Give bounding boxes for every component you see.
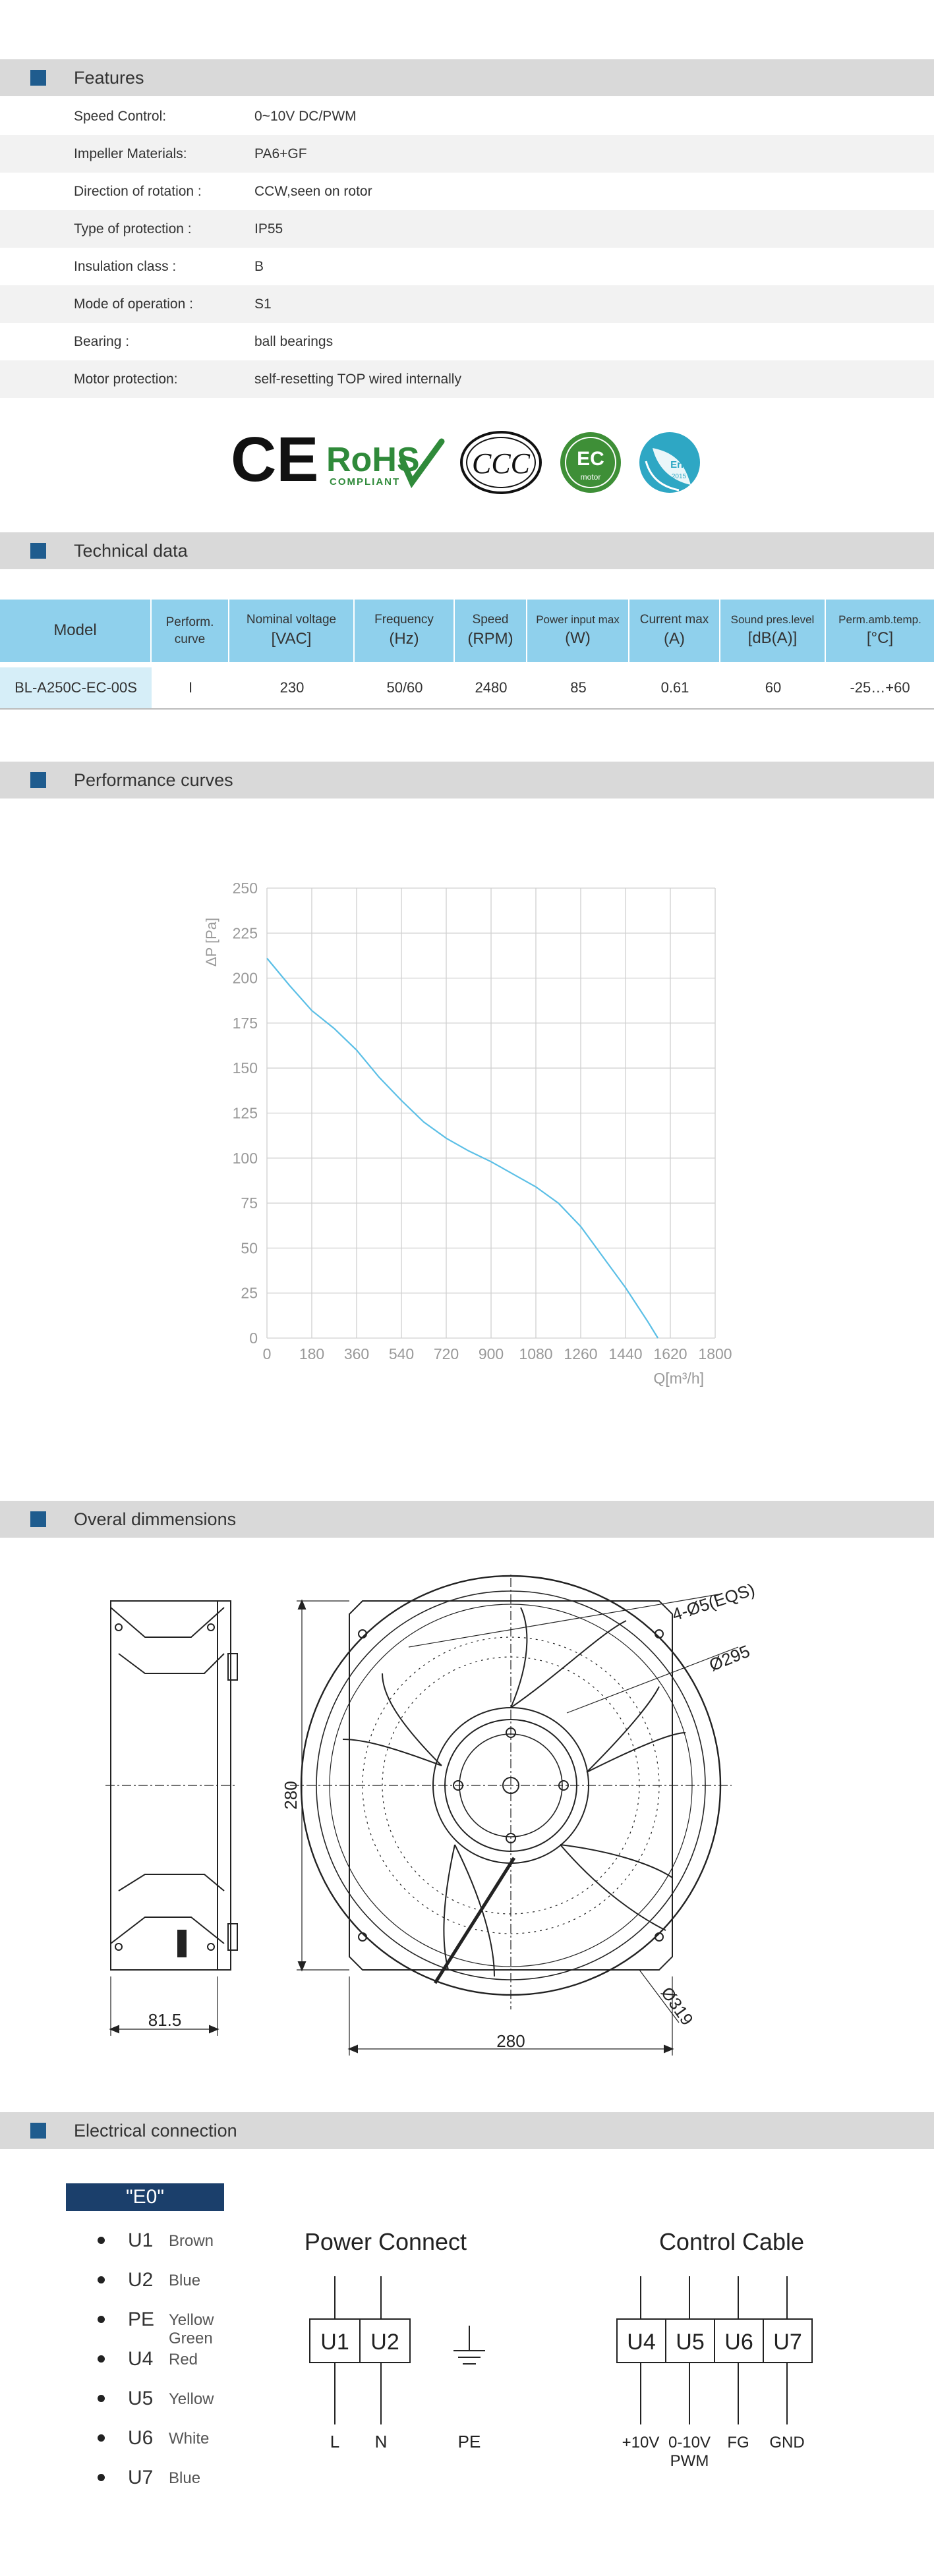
control-terminal-sublabel: PWM xyxy=(670,2452,709,2470)
feature-value: B xyxy=(254,259,264,274)
y-tick-label: 125 xyxy=(232,1104,258,1122)
control-cable-title: Control Cable xyxy=(658,2228,805,2255)
ce-mark-icon xyxy=(231,424,318,495)
wiring-diagram xyxy=(290,2227,857,2490)
wire-code: U1 xyxy=(128,2229,154,2251)
section-square-icon xyxy=(30,543,46,559)
power-terminal-label: PE xyxy=(457,2432,481,2451)
feature-label: Mode of operation : xyxy=(74,296,193,312)
feature-row xyxy=(0,248,934,285)
table-header-cell: Power input max (W) xyxy=(527,600,629,662)
features-section-header xyxy=(0,59,934,96)
y-tick-label: 75 xyxy=(241,1194,258,1212)
wire-color: Yellow xyxy=(169,2390,214,2408)
feature-label: Type of protection : xyxy=(74,221,192,237)
wire-code: U5 xyxy=(128,2388,154,2409)
performance-section-header xyxy=(0,762,934,798)
table-header-cell: Sound pres.level [dB(A)] xyxy=(720,600,826,662)
feature-label: Direction of rotation : xyxy=(74,184,202,199)
feature-row xyxy=(0,173,934,210)
bullet-icon xyxy=(98,2355,105,2363)
diameter-295-dimension: Ø295 xyxy=(706,1640,753,1675)
svg-text:CCC: CCC xyxy=(471,447,531,480)
table-cell: 85 xyxy=(570,679,587,696)
table-header-cell: Current max (A) xyxy=(629,600,720,662)
dimensions-section-header xyxy=(0,1501,934,1538)
wire-color: Blue xyxy=(169,2469,201,2487)
ground-icon xyxy=(453,2326,485,2364)
table-cell: 230 xyxy=(279,679,305,696)
y-tick-label: 175 xyxy=(232,1014,258,1032)
electrical-section-header xyxy=(0,2112,934,2149)
table-header-cell: Model xyxy=(0,600,152,662)
feature-row xyxy=(0,285,934,323)
chart-ticks xyxy=(233,880,732,1362)
section-title: Overal dimmensions xyxy=(74,1509,237,1529)
x-tick-label: 1620 xyxy=(653,1345,687,1362)
rohs-compliant-icon xyxy=(326,441,442,488)
power-box-label: U2 xyxy=(370,2330,399,2355)
y-tick-label: 0 xyxy=(249,1330,258,1347)
wire-color: Brown xyxy=(169,2232,214,2250)
control-terminal-label: 0-10V xyxy=(668,2434,711,2451)
x-tick-label: 1080 xyxy=(519,1345,553,1362)
table-cell: 60 xyxy=(765,679,782,696)
svg-text:RoHS: RoHS xyxy=(326,441,420,479)
feature-value: CCW,seen on rotor xyxy=(254,184,372,199)
fan-side-view xyxy=(105,1601,237,2036)
ccc-mark-icon xyxy=(461,432,540,493)
performance-chart xyxy=(198,870,738,1397)
x-tick-label: 360 xyxy=(343,1345,370,1362)
section-title: Electrical connection xyxy=(74,2121,237,2141)
x-tick-label: 900 xyxy=(478,1345,504,1362)
table-cell: 2480 xyxy=(475,679,508,696)
control-box-label: U4 xyxy=(627,2330,656,2355)
feature-row xyxy=(0,360,934,398)
dimension-drawing xyxy=(99,1575,824,2062)
y-tick-label: 100 xyxy=(232,1149,258,1167)
section-title: Technical data xyxy=(74,541,188,561)
x-axis-label: Q[m³/h] xyxy=(653,1370,704,1387)
table-header-cell: Perm.amb.temp. [°C] xyxy=(838,613,921,647)
wire-code: U6 xyxy=(128,2427,154,2449)
x-tick-label: 1260 xyxy=(564,1345,598,1362)
y-axis-label: ΔP [Pa] xyxy=(203,917,219,967)
bullet-icon xyxy=(98,2395,105,2402)
y-tick-label: 200 xyxy=(232,969,258,987)
certification-logos xyxy=(224,422,712,501)
feature-value: S1 xyxy=(254,296,272,312)
side-width-dimension: 81.5 xyxy=(148,2010,182,2030)
table-cell: 0.61 xyxy=(660,679,689,696)
wire-color: Yellow Green xyxy=(169,2311,214,2347)
y-tick-label: 250 xyxy=(232,880,258,897)
feature-row xyxy=(0,210,934,248)
pressure-curve-line xyxy=(267,959,658,1339)
wire-code: PE xyxy=(128,2309,155,2330)
table-cell: 50/60 xyxy=(386,679,423,696)
wire-code: U4 xyxy=(128,2348,154,2370)
control-box-label: U5 xyxy=(676,2330,705,2355)
feature-value: self-resetting TOP wired internally xyxy=(254,372,461,387)
control-box-label: U6 xyxy=(724,2330,753,2355)
bullet-icon xyxy=(98,2316,105,2323)
y-tick-label: 225 xyxy=(232,924,258,942)
table-header-cell: Speed (RPM) xyxy=(455,600,527,662)
y-tick-label: 50 xyxy=(241,1239,258,1257)
x-tick-label: 1800 xyxy=(698,1345,732,1362)
x-tick-label: 540 xyxy=(388,1345,415,1362)
wire-color: Blue xyxy=(169,2272,201,2289)
power-terminal-label: L xyxy=(330,2432,340,2451)
bullet-icon xyxy=(98,2474,105,2481)
feature-label: Bearing : xyxy=(74,334,130,349)
svg-text:CE: CE xyxy=(231,424,319,495)
table-cell-model: BL-A250C-EC-00S xyxy=(0,667,152,708)
control-terminal-label: GND xyxy=(769,2434,805,2451)
bullet-icon xyxy=(98,2237,105,2244)
y-tick-label: 25 xyxy=(241,1284,258,1302)
x-tick-label: 720 xyxy=(433,1345,459,1362)
section-title: Performance curves xyxy=(74,770,233,790)
power-connect-title: Power Connect xyxy=(304,2228,467,2255)
svg-text:EC: EC xyxy=(577,448,604,470)
bullet-icon xyxy=(98,2434,105,2442)
x-tick-label: 180 xyxy=(299,1345,325,1362)
table-header-row xyxy=(0,600,934,662)
table-cell: -25…+60 xyxy=(850,679,910,696)
ec-motor-icon xyxy=(560,432,621,493)
wire-color: White xyxy=(169,2430,210,2448)
wire-code: U2 xyxy=(128,2269,154,2291)
feature-label: Impeller Materials: xyxy=(74,146,187,161)
section-square-icon xyxy=(30,70,46,86)
table-header-cell: Frequency (Hz) xyxy=(355,600,455,662)
section-square-icon xyxy=(30,772,46,788)
section-square-icon xyxy=(30,2123,46,2139)
fan-front-view xyxy=(290,1575,738,2056)
diameter-319-dimension: Ø319 xyxy=(657,1983,697,2029)
feature-value: PA6+GF xyxy=(254,146,307,161)
svg-text:ErP: ErP xyxy=(670,459,687,470)
svg-text:motor: motor xyxy=(580,472,601,482)
wire-code: U7 xyxy=(128,2467,154,2488)
table-header-cell: Perform. curve xyxy=(152,600,229,662)
x-tick-label: 1440 xyxy=(608,1345,643,1362)
feature-value: IP55 xyxy=(254,221,283,237)
table-header-cell: Nominal voltage [VAC] xyxy=(229,600,355,662)
svg-text:COMPLIANT: COMPLIANT xyxy=(330,476,401,488)
feature-label: Insulation class : xyxy=(74,259,177,274)
feature-row xyxy=(0,135,934,173)
table-cell: I xyxy=(188,679,193,696)
control-terminal-label: FG xyxy=(727,2434,749,2451)
control-terminal-label: +10V xyxy=(622,2434,660,2451)
power-box-label: U1 xyxy=(320,2330,349,2355)
svg-text:2015: 2015 xyxy=(671,473,687,480)
front-height-dimension: 280 xyxy=(281,1781,301,1810)
y-tick-label: 150 xyxy=(232,1059,258,1077)
feature-value: ball bearings xyxy=(254,334,334,349)
connection-code-label: "E0" xyxy=(66,2183,224,2211)
mounting-holes-dimension: 4-Ø5(EQS) xyxy=(669,1579,757,1625)
feature-label: Motor protection: xyxy=(74,372,178,387)
control-box-label: U7 xyxy=(773,2330,802,2355)
power-terminal-label: N xyxy=(374,2432,388,2451)
technical-section-header xyxy=(0,532,934,569)
x-tick-label: 0 xyxy=(262,1345,272,1362)
bullet-icon xyxy=(98,2276,105,2283)
wire-color: Red xyxy=(169,2351,198,2368)
section-square-icon xyxy=(30,1511,46,1527)
feature-row xyxy=(0,323,934,360)
table-row xyxy=(0,667,934,710)
chart-grid xyxy=(267,888,715,1338)
front-width-dimension: 280 xyxy=(496,2031,525,2051)
section-title: Features xyxy=(74,68,144,88)
feature-value: 0~10V DC/PWM xyxy=(254,109,357,124)
feature-label: Speed Control: xyxy=(74,109,167,124)
erp-leaf-icon xyxy=(639,432,700,493)
feature-row xyxy=(0,98,934,135)
